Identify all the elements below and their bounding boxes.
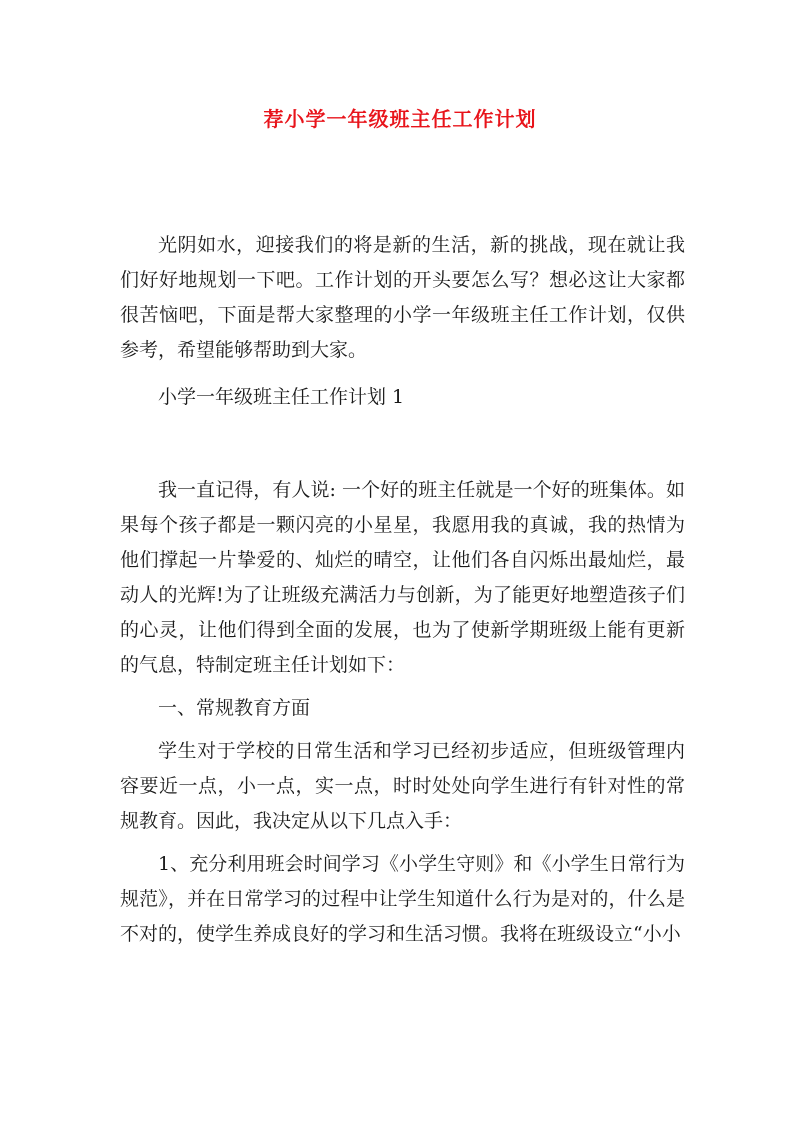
intro-paragraph: 光阴如水，迎接我们的将是新的生活，新的挑战，现在就让我们好好地规划一下吧。工作计划的开头要怎么写？想必这让大家都很苦恼吧，下面是帮大家整理的小学一年级班主任工作计划，仅供参考，希望能够帮助到大家。 bbox=[120, 234, 685, 361]
paragraph-2: 学生对于学校的日常生活和学习已经初步适应，但班级管理内容要近一点，小一点，实一点，时时处处向学生进行有针对性的常规教育。因此，我决定从以下几点入手： bbox=[120, 740, 685, 832]
paragraph-1: 我一直记得，有人说: 一个好的班主任就是一个好的班集体。如果每个孩子都是一颗闪亮的小星星，我愿用我的真诚，我的热情为他们撑起一片挚爱的、灿烂的晴空，让他们各自闪烁出最灿烂，最动人的光辉!为了让班级充满活力与创新，为了能更好地塑造孩子们的心灵，让他们得到全面的发展，也为了使新学期班级上能有更新的气息，特制定班主任计划如下： bbox=[120, 479, 685, 676]
section-title: 小学一年级班主任工作计划 1 bbox=[158, 386, 405, 408]
document-body bbox=[120, 228, 685, 956]
paragraph-3: 1、充分利用班会时间学习《小学生守则》和《小学生日常行为规范》，并在日常学习的过程中让学生知道什么行为是对的，什么是不对的，使学生养成良好的学习和生活习惯。我将在班级设立“小小 bbox=[120, 853, 685, 945]
subheading-1: 一、常规教育方面 bbox=[158, 697, 311, 719]
document-title: 荐小学一年级班主任工作计划 bbox=[263, 107, 537, 131]
